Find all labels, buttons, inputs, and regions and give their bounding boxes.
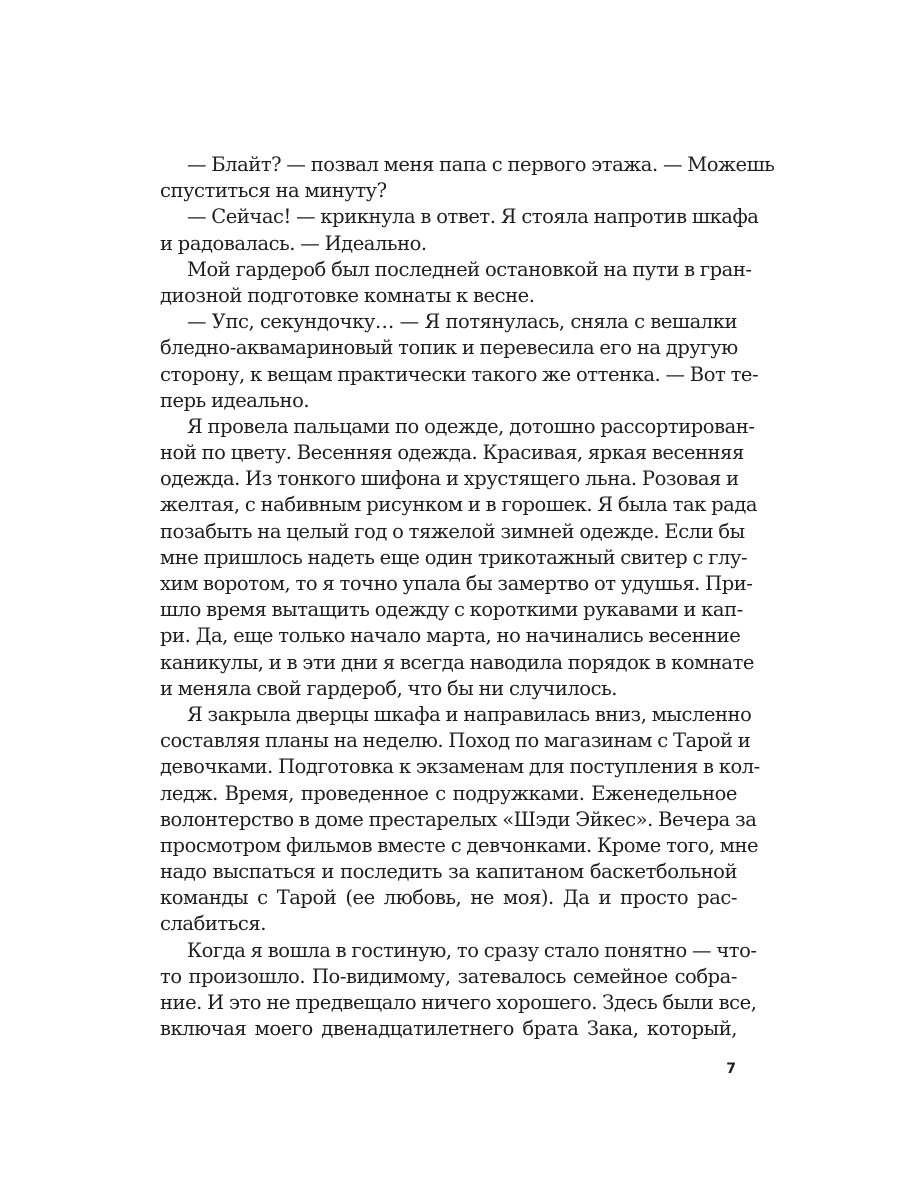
- text-line: ледж. Время, проведенное с подружками. Еженедельное: [160, 781, 737, 805]
- text-line: Я закрыла дверцы шкафа и направилась вниз, мысленно: [187, 702, 752, 726]
- text-line: мне пришлось надеть еще один трикотажный свитер с глу-: [160, 545, 748, 569]
- text-line: бледно-аквамариновый топик и перевесила его на другую: [160, 336, 738, 360]
- text-line: хим воротом, то я точно упала бы замертво от удушья. При-: [160, 572, 753, 595]
- text-line: слабиться.: [160, 912, 266, 936]
- text-line: каникулы, и в эти дни я всегда наводила порядок в комнате: [160, 650, 755, 674]
- text-line: сторону, к вещам практически такого же оттенка. — Вот те-: [160, 362, 759, 386]
- text-line: желтая, с набивным рисунком и в горошек. Я была так рада: [160, 493, 758, 517]
- text-line: девочками. Подготовка к экзаменам для поступления в кол-: [160, 755, 760, 779]
- body-text: [160, 152, 775, 1042]
- text-line: — Упс, секундочку… — Я потянулась, сняла с вешалки: [187, 310, 737, 334]
- text-line: спуститься на минуту?: [160, 179, 387, 203]
- text-line: шло время вытащить одежду с короткими рукавами и кап-: [160, 598, 743, 622]
- text-line: диозной подготовке комнаты к весне.: [160, 283, 535, 307]
- text-line: позабыть на целый год о тяжелой зимней одежде. Если бы: [160, 519, 745, 543]
- text-line: волонтерство в доме престарелых «Шэди Эйкес». Вечера за: [160, 807, 757, 831]
- text-line: включая моего двенадцатилетнего брата Зака, который,: [160, 1017, 737, 1041]
- text-line: одежда. Из тонкого шифона и хрустящего льна. Розовая и: [160, 467, 739, 491]
- text-line: Я провела пальцами по одежде, дотошно рассортирован-: [187, 414, 755, 438]
- text-line: и радовалась. — Идеально.: [160, 231, 427, 255]
- text-line: ри. Да, еще только начало марта, но начинались весенние: [160, 624, 741, 648]
- page-number: 7: [726, 1061, 736, 1077]
- text-line: — Сейчас! — крикнула в ответ. Я стояла напротив шкафа: [187, 205, 759, 229]
- text-line: Когда я вошла в гостиную, то сразу стало понятно — что-: [187, 938, 757, 962]
- text-line: просмотром фильмов вместе с девчонками. Кроме того, мне: [160, 833, 759, 857]
- text-line: команды с Тарой (ее любовь, не моя). Да и просто рас-: [160, 886, 737, 910]
- text-line: перь идеально.: [160, 388, 310, 412]
- text-line: — Блайт? — позвал меня папа с первого этажа. — Можешь: [187, 153, 775, 176]
- text-line: составляя планы на неделю. Поход по магазинам с Тарой и: [160, 729, 751, 753]
- text-line: ние. И это не предвещало ничего хорошего. Здесь были все,: [160, 991, 757, 1014]
- text-line: надо выспаться и последить за капитаном баскетбольной: [160, 860, 737, 884]
- text-line: Мой гардероб был последней остановкой на пути в гран-: [187, 257, 752, 281]
- text-line: ной по цвету. Весенняя одежда. Красивая, яркая весенняя: [160, 441, 744, 465]
- text-line: и меняла свой гардероб, что бы ни случилось.: [160, 676, 617, 700]
- text-line: то произошло. По-видимому, затевалось семейное собра-: [160, 964, 737, 988]
